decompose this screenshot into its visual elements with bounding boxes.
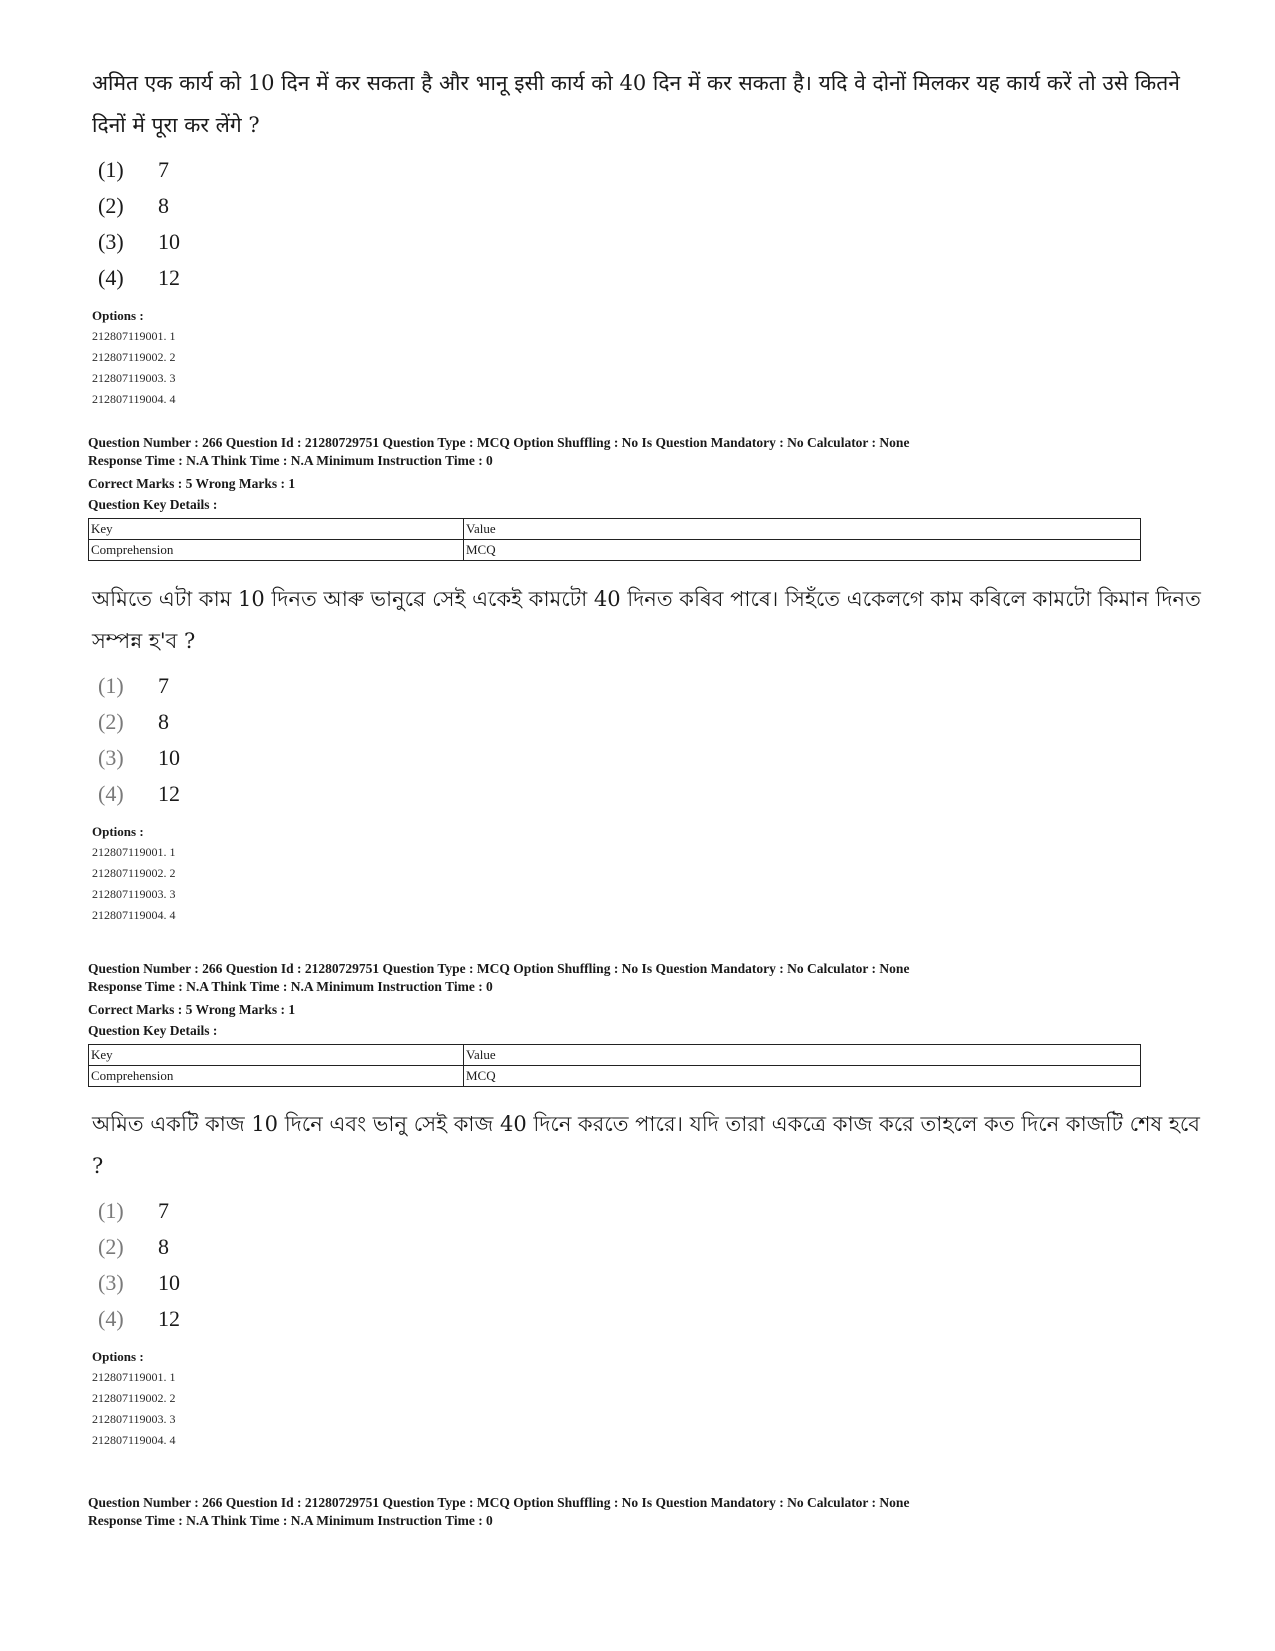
option-id: 212807119002. 2 [92,866,176,880]
choice-value: 10 [158,1270,180,1295]
option-id: 212807119003. 3 [92,887,176,901]
choice-number: (2) [98,193,124,218]
choice-value: 12 [158,781,180,806]
answer-choice [92,260,1212,296]
table-cell-value: MCQ [464,540,1141,561]
choice-number: (2) [98,709,124,734]
options-label: Options : [92,308,144,323]
table-header-key: Key [89,519,464,540]
table-row [89,1066,1141,1087]
question-text: অমিতে এটা কাম 10 দিনত আৰু ভানুৱে সেই একেই কামটো 40 দিনত কৰিব পাৰে। সিহঁতে একেলগে কাম কৰিলে কামটো কিমান দিনত সম্পন্ন হ'ব ? [92,587,1201,653]
choice-number: (2) [98,1234,124,1259]
choice-number: (4) [98,781,124,806]
choice-number: (3) [98,745,124,770]
choice-value: 8 [158,709,169,734]
choice-value: 8 [158,193,169,218]
table-row [89,519,1141,540]
table-header-value: Value [464,519,1141,540]
marks-line: Correct Marks : 5 Wrong Marks : 1 [88,1002,296,1017]
meta-line: Response Time : N.A Think Time : N.A Minimum Instruction Time : 0 [88,1513,493,1528]
question-meta [88,1494,1248,1530]
option-id: 212807119002. 2 [92,350,176,364]
answer-choice [92,668,1212,704]
question-bengali [92,1103,1212,1451]
table-row [89,1045,1141,1066]
answer-choice [92,740,1212,776]
choice-value: 7 [158,1198,169,1223]
options-label: Options : [92,824,144,839]
answer-choice [92,1193,1212,1229]
choice-value: 7 [158,157,169,182]
answer-choice [92,188,1212,224]
table-cell-key: Comprehension [89,540,464,561]
question-meta [88,434,1248,561]
choice-number: (1) [98,157,124,182]
choice-number: (3) [98,229,124,254]
meta-line: Question Number : 266 Question Id : 21280729751 Question Type : MCQ Option Shuffling : No Is Question Mandatory : No Calculator : None [88,435,910,450]
table-row [89,540,1141,561]
answer-choice [92,704,1212,740]
choice-value: 12 [158,1306,180,1331]
question-text: अमित एक कार्य को 10 दिन में कर सकता है और भानू इसी कार्य को 40 दिन में कर सकता है। यदि वे दोनों मिलकर यह कार्य करें तो उसे कितने दिनों में पूरा कर लेंगे ? [92,71,1180,137]
key-details-heading: Question Key Details : [88,497,218,512]
choice-number: (4) [98,265,124,290]
answer-choice [92,1265,1212,1301]
table-header-value: Value [464,1045,1141,1066]
answer-choice [92,1301,1212,1337]
meta-line: Response Time : N.A Think Time : N.A Minimum Instruction Time : 0 [88,453,493,468]
option-id: 212807119003. 3 [92,1412,176,1426]
option-id: 212807119004. 4 [92,1433,176,1447]
option-id: 212807119002. 2 [92,1391,176,1405]
answer-choices [92,152,1212,296]
choice-number: (1) [98,1198,124,1223]
choice-number: (3) [98,1270,124,1295]
key-details-table [88,1044,1141,1087]
question-assamese [92,578,1212,926]
key-details-heading: Question Key Details : [88,1023,218,1038]
choice-value: 12 [158,265,180,290]
answer-choice [92,1229,1212,1265]
question-hindi [92,62,1212,410]
table-header-key: Key [89,1045,464,1066]
table-cell-value: MCQ [464,1066,1141,1087]
answer-choice [92,776,1212,812]
choice-value: 8 [158,1234,169,1259]
answer-choice [92,224,1212,260]
table-cell-key: Comprehension [89,1066,464,1087]
meta-line: Question Number : 266 Question Id : 21280729751 Question Type : MCQ Option Shuffling : No Is Question Mandatory : No Calculator : None [88,1495,910,1510]
choice-value: 7 [158,673,169,698]
option-id: 212807119001. 1 [92,329,176,343]
option-id: 212807119001. 1 [92,1370,176,1384]
question-meta [88,960,1248,1087]
meta-line: Question Number : 266 Question Id : 21280729751 Question Type : MCQ Option Shuffling : No Is Question Mandatory : No Calculator : None [88,961,910,976]
option-id: 212807119001. 1 [92,845,176,859]
question-text: অমিত একটি কাজ 10 দিনে এবং ভানু সেই কাজ 40 দিনে করতে পারে। যদি তারা একত্রে কাজ করে তাহলে কত দিনে কাজটি শেষ হবে ? [92,1112,1200,1178]
marks-line: Correct Marks : 5 Wrong Marks : 1 [88,476,296,491]
option-id: 212807119004. 4 [92,392,176,406]
choice-number: (1) [98,673,124,698]
answer-choices [92,1193,1212,1337]
choice-value: 10 [158,745,180,770]
option-id: 212807119003. 3 [92,371,176,385]
answer-choices [92,668,1212,812]
choice-number: (4) [98,1306,124,1331]
choice-value: 10 [158,229,180,254]
options-label: Options : [92,1349,144,1364]
meta-line: Response Time : N.A Think Time : N.A Minimum Instruction Time : 0 [88,979,493,994]
answer-choice [92,152,1212,188]
key-details-table [88,518,1141,561]
option-id: 212807119004. 4 [92,908,176,922]
